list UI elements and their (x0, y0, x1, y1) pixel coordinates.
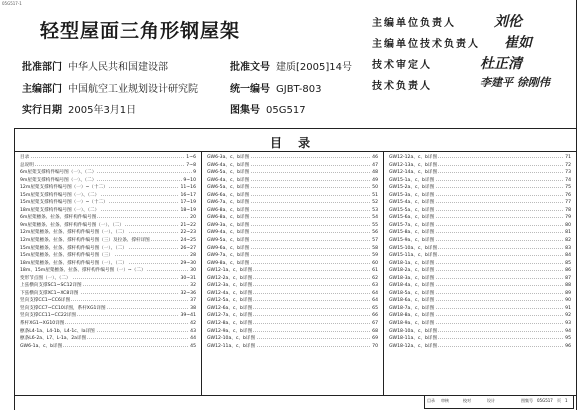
toc-entry (207, 192, 378, 200)
toc-entry (207, 199, 378, 207)
toc-entry-page: 91 (565, 305, 571, 311)
toc-entry (207, 297, 378, 305)
toc-entry-page: 21~22 (180, 222, 196, 228)
toc-entry-page: 37 (190, 298, 196, 304)
toc-entry-title: 18m屋架支撑构件编号图（一）、（二） (20, 207, 100, 213)
toc-entry-title: GW18-2a、c、b详图 (389, 268, 435, 274)
toc-entry (207, 207, 378, 215)
toc-entry (389, 199, 571, 207)
toc-entry-page: 55 (372, 222, 378, 228)
toc-entry-title: 9m屋架支撑构件编号图（一）、（二） (20, 177, 97, 183)
toc-entry-title: 15m屋架檩条、拉条、撑杆构件编号图（一）、（二） (20, 245, 127, 251)
toc-entry-title: 15m屋架檩条、拉条、撑杆构件编号图（三） (20, 253, 114, 259)
toc-entry (20, 154, 196, 162)
toc-entry (207, 328, 378, 336)
toc-entry-title: 12m屋架檩条、拉条、撑杆构件编号图（一）、（二） (20, 230, 127, 236)
toc-entry (20, 177, 196, 185)
toc-entry-page: 11~16 (180, 185, 196, 191)
toc-entry-page: 16~17 (180, 192, 196, 198)
toc-entry-title: GW18-4a、c、b详图 (389, 283, 435, 289)
column-divider (383, 151, 384, 395)
toc-entry-title: GW6-4a、c、b详图 (207, 162, 250, 168)
toc-entry (207, 245, 378, 253)
title-block-cell: 页 (557, 398, 561, 403)
toc-entry (20, 282, 196, 290)
toc-entry-page: 72 (565, 162, 571, 168)
toc-entry-title: 上弦横向支撑SC1~SC12详图 (20, 283, 82, 289)
date-row (22, 101, 136, 116)
handwritten-signature: 杜正清 (480, 56, 522, 72)
toc-entry-title: GW12-9a、c、b详图 (207, 328, 253, 334)
handwritten-signature: 李建平 徐刚伟 (480, 76, 550, 89)
title-block-cell: 设计 (487, 398, 495, 403)
signature-label: 主编单位技术负责人 (372, 39, 480, 50)
toc-entry-page: 75 (565, 185, 571, 191)
title-block-cell: 审核 (441, 398, 449, 403)
signature-label: 主编单位负责人 (372, 18, 456, 29)
toc-entry-title: 檩条L4-1a、L4-1b、L4-1c、Ia详图 (20, 328, 95, 334)
toc-entry-title: GW9-6a、c、b详图 (207, 245, 250, 251)
toc-entry-title: 竖向支撑CC1~CC6详图 (20, 298, 71, 304)
toc-entry-page: 82 (565, 238, 571, 244)
toc-entry-page: 81 (565, 230, 571, 236)
toc-entry-page: 9~10 (183, 177, 196, 183)
signature-row (372, 35, 572, 56)
toc-entry (207, 275, 378, 283)
title-block-cell: 校对 (463, 398, 471, 403)
toc-entry-page: 77 (565, 200, 571, 206)
leader-dots (20, 157, 196, 158)
toc-entry-page: 51 (372, 192, 378, 198)
toc-entry-page: 74 (565, 177, 571, 183)
toc-entry (389, 297, 571, 305)
toc-entry-title: GW18-5a、c、b详图 (389, 290, 435, 296)
toc-entry-page: 29~30 (180, 260, 196, 266)
toc-entry-title: GW15-3a、c、b详图 (389, 192, 435, 198)
toc-entry-page: 58 (372, 245, 378, 251)
toc-entry-title: GW18-12a、c、b详图 (389, 343, 438, 349)
toc-entry-page: 46 (372, 155, 378, 160)
toc-entry-page: 80 (565, 222, 571, 228)
toc-entry-page: 93 (565, 321, 571, 327)
approver-label: 批准部门 (22, 62, 62, 73)
toc-entry-title: GW12-14a、c、b详图 (389, 170, 438, 176)
toc-entry (389, 245, 571, 253)
atlas-row (230, 101, 306, 116)
unified-value: GJBT-803 (276, 84, 322, 95)
toc-entry (389, 192, 571, 200)
toc-entry-title: GW12-2a、c、b详图 (207, 275, 253, 281)
date-value: 2005年3月1日 (68, 105, 137, 116)
toc-entry-title: 目录 (20, 155, 30, 160)
toc-entry-title: 9m屋架檩条、拉条、撑杆构件编号图（一）、（二） (20, 222, 124, 228)
toc-entry (207, 260, 378, 268)
toc-entry-title: GW18-10a、c、b详图 (389, 328, 438, 334)
divider (14, 128, 576, 129)
toc-entry-title: GW18-11a、c、b详图 (389, 336, 438, 342)
title-block (424, 395, 574, 409)
toc-entry-page: 94 (565, 328, 571, 334)
toc-entry (389, 275, 571, 283)
toc-entry-title: GW12-13a、c、b详图 (389, 162, 438, 168)
toc-entry-page: 83 (565, 245, 571, 251)
toc-entry (389, 229, 571, 237)
toc-entry-page: 71 (565, 155, 571, 160)
toc-entry-title: GW6-4a、c、b详图 (207, 177, 250, 183)
title-block-cell: 图集号 (521, 398, 533, 403)
toc-entry-title: GW12-8a、c、b详图 (207, 321, 253, 327)
toc-entry-page: 52 (372, 200, 378, 206)
toc-entry-page: 50 (372, 185, 378, 191)
toc-entry-title: GW9-5a、c、b详图 (207, 238, 250, 244)
toc-entry-title: 檩条L6-2a、L7、L-1a、2a详图 (20, 336, 87, 342)
toc-entry-title: 变形节点图（一）、（二） (20, 275, 71, 281)
toc-entry (207, 282, 378, 290)
toc-entry-title: GW6-8a、c、b详图 (207, 215, 250, 221)
handwritten-signature: 崔如 (504, 35, 532, 51)
toc-entry (389, 154, 571, 162)
doc-no-row (230, 58, 352, 73)
toc-entry (207, 252, 378, 260)
toc-entry-page: 79 (565, 215, 571, 221)
approver-row (22, 58, 168, 73)
toc-entry (389, 305, 571, 313)
toc-entry-title: GW18-3a、c、b详图 (389, 275, 435, 281)
unified-label: 统一编号 (230, 84, 270, 95)
toc-entry-page: 1~6 (186, 155, 196, 160)
toc-entry (20, 290, 196, 298)
column-divider (201, 151, 202, 395)
toc-entry-title: GW12-1a、c、b详图 (207, 268, 253, 274)
toc-entry-page: 56 (372, 230, 378, 236)
toc-entry-page: 57 (372, 238, 378, 244)
toc-entry-page: 42 (190, 321, 196, 327)
toc-entry-page: 69 (372, 336, 378, 342)
signature-row (372, 77, 572, 98)
signature-label: 技术审定人 (372, 60, 432, 71)
toc-entry-page: 63 (372, 283, 378, 289)
toc-entry-page: 65 (372, 305, 378, 311)
toc-entry-page: 49 (372, 177, 378, 183)
signature-row (372, 14, 572, 35)
toc-entry (389, 162, 571, 170)
toc-entry (389, 169, 571, 177)
toc-entry-title: GW15-5a、c、b详图 (389, 207, 435, 213)
toc-entry-title: GW18-7a、c、b详图 (389, 305, 435, 311)
toc-entry-title: GW15-1a、c、b详图 (389, 177, 435, 183)
toc-entry (20, 199, 196, 207)
toc-entry (207, 320, 378, 328)
toc-entry-title: 下弦横向支撑XC1~XC8详图 (20, 290, 79, 296)
toc-entry-page: 87 (565, 275, 571, 281)
toc-entry-title: GW12-12a、c、b详图 (389, 155, 438, 160)
toc-column-1 (20, 154, 196, 350)
toc-entry (207, 184, 378, 192)
toc-entry-page: 26~27 (180, 245, 196, 251)
toc-entry-page: 32~36 (180, 290, 196, 296)
toc-entry (207, 312, 378, 320)
toc-entry (20, 214, 196, 222)
toc-entry (207, 162, 378, 170)
toc-entry-page: 44 (190, 336, 196, 342)
toc-entry (389, 290, 571, 298)
toc-entry-title: GW9-4a、c、b详图 (207, 230, 250, 236)
toc-entry (389, 260, 571, 268)
toc-entry-page: 89 (565, 290, 571, 296)
divider (14, 151, 576, 152)
toc-entry-page: 38 (190, 305, 196, 311)
toc-entry-page: 64 (372, 298, 378, 304)
toc-entry-page: 24~25 (180, 238, 196, 244)
unified-row (230, 80, 321, 95)
toc-entry (20, 335, 196, 343)
toc-entry-page: 85 (565, 260, 571, 266)
handwritten-signature: 刘伦 (494, 14, 522, 30)
toc-entry-page: 76 (565, 192, 571, 198)
toc-entry (207, 229, 378, 237)
toc-entry-page: 18~19 (180, 207, 196, 213)
toc-entry (389, 252, 571, 260)
editor-label: 主编部门 (22, 84, 62, 95)
toc-entry-page: 88 (565, 283, 571, 289)
toc-entry (20, 169, 196, 177)
toc-entry (207, 290, 378, 298)
toc-entry-page: 95 (565, 336, 571, 342)
toc-entry-title: GW6-5a、c、b详图 (207, 170, 250, 176)
toc-entry-title: GW12-6a、c、b详图 (207, 305, 253, 311)
toc-entry-title: GW6-6a、c、b详图 (207, 192, 250, 198)
toc-entry-title: GW9-8a、c、b详图 (207, 260, 250, 266)
date-label: 实行日期 (22, 105, 62, 116)
doc-no-value: 建质[2005]14号 (276, 62, 352, 73)
toc-entry (207, 237, 378, 245)
toc-entry-page: 61 (372, 268, 378, 274)
toc-entry-title: GW15-8a、c、b详图 (389, 230, 435, 236)
toc-entry (389, 335, 571, 343)
toc-entry (207, 222, 378, 230)
leader-dots (20, 165, 196, 166)
toc-entry-title: 系杆XG1~XG10详图 (20, 321, 65, 327)
toc-entry-title: 18m、15m屋架檩条、拉条、撑杆构件编号图（一）~（二） (20, 268, 146, 274)
toc-column-2 (207, 154, 378, 350)
toc-entry-title: 竖向支撑CC7~CC10详图，系杆XG1详图 (20, 305, 106, 311)
toc-entry-title: GW12-7a、c、b详图 (207, 313, 253, 319)
toc-entry-page: 84 (565, 253, 571, 259)
toc-entry-page: 64 (372, 290, 378, 296)
toc-entry (20, 267, 196, 275)
toc-entry-title: GW12-4a、c、b详图 (207, 290, 253, 296)
toc-entry-title: GW15-9a、c、b详图 (389, 238, 435, 244)
toc-entry (20, 328, 196, 336)
toc-entry-title: GW6-1a、c、b详图 (20, 343, 63, 349)
frame-left (14, 128, 15, 410)
toc-entry-page: 7~8 (186, 162, 196, 168)
toc-entry-title: 6m屋架支撑构件编号图（一）、（二） (20, 170, 97, 176)
toc-entry-title: GW9-7a、c、b详图 (207, 253, 250, 259)
toc-entry-title: GW15-6a、c、b详图 (389, 215, 435, 221)
toc-entry (20, 184, 196, 192)
toc-entry-page: 53 (372, 207, 378, 213)
toc-entry-page: 86 (565, 268, 571, 274)
toc-entry-title: GW12-10a、c、b详图 (207, 336, 256, 342)
toc-entry-page: 73 (565, 170, 571, 176)
toc-entry (20, 229, 196, 237)
toc-entry-title: GW18-1a、c、b详图 (389, 260, 435, 266)
toc-entry (20, 343, 196, 351)
toc-entry-title: GW18-8a、c、b详图 (389, 313, 435, 319)
toc-entry-page: 68 (372, 328, 378, 334)
toc-entry-title: 12m屋架支撑构件编号图（一）~（十二） (20, 185, 108, 191)
atlas-value: 05G517 (266, 105, 306, 116)
toc-entry (20, 222, 196, 230)
frame-right (576, 0, 577, 410)
toc-entry (389, 328, 571, 336)
toc-entry-page: 43 (190, 328, 196, 334)
toc-entry (20, 162, 196, 170)
toc-entry-title: GW6-5a、c、b详图 (207, 185, 250, 191)
toc-entry-page: 32 (190, 283, 196, 289)
toc-entry-title: GW15-10a、c、b详图 (389, 245, 438, 251)
toc-entry (20, 320, 196, 328)
toc-entry-page: 17~19 (180, 200, 196, 206)
toc-entry-page: 45 (190, 343, 196, 349)
title-block-cell: 目录 (427, 398, 435, 403)
toc-entry-page: 39~41 (180, 313, 196, 319)
toc-entry-page: 9 (193, 170, 196, 176)
toc-entry (389, 237, 571, 245)
toc-entry-title: 总说明 (20, 162, 34, 168)
toc-entry-page: 62 (372, 275, 378, 281)
toc-entry (207, 335, 378, 343)
editor-value: 中国航空工业规划设计研究院 (68, 84, 198, 95)
atlas-label: 图集号 (230, 105, 260, 116)
toc-entry (389, 177, 571, 185)
toc-entry-title: GW6-3a、c、b详图 (207, 155, 250, 160)
toc-entry (20, 192, 196, 200)
atlas-title: 轻型屋面三角形钢屋架 (40, 20, 241, 42)
toc-entry-title: GW6-8a、c、b详图 (207, 207, 250, 213)
signature-block (372, 14, 572, 98)
toc-entry-title: 15m屋架支撑构件编号图（一）~（十二） (20, 200, 108, 206)
toc-entry (389, 343, 571, 351)
toc-entry (207, 169, 378, 177)
sheet-code: 05G517-1 (2, 1, 22, 6)
toc-entry-title: GW12-11a、c、b详图 (207, 343, 256, 349)
toc-entry (207, 214, 378, 222)
toc-entry (389, 267, 571, 275)
toc-entry (389, 207, 571, 215)
toc-entry (389, 312, 571, 320)
toc-entry (389, 320, 571, 328)
toc-entry (20, 275, 196, 283)
toc-entry (389, 222, 571, 230)
toc-entry-page: 60 (372, 260, 378, 266)
toc-entry-title: 竖向支撑CC11~CC22详图 (20, 313, 76, 319)
toc-entry (20, 260, 196, 268)
toc-entry-title: GW6-7a、c、b详图 (207, 200, 250, 206)
toc-entry (207, 343, 378, 351)
toc-entry-page: 20 (190, 215, 196, 221)
toc-entry-page: 47 (372, 162, 378, 168)
toc-entry-page: 92 (565, 313, 571, 319)
toc-entry-title: 18m屋架檩条、拉条、撑杆构件编号图（一）、（二） (20, 260, 127, 266)
toc-entry (20, 207, 196, 215)
toc-entry-page: 78 (565, 207, 571, 213)
toc-entry-page: 28 (190, 253, 196, 259)
title-block-cell: 05G517 (537, 398, 553, 403)
toc-entry-title: GW12-3a、c、b详图 (207, 283, 253, 289)
approver-value: 中华人民共和国建设部 (68, 62, 168, 73)
title-block-cell: 1 (565, 398, 568, 403)
toc-entry-page: 67 (372, 321, 378, 327)
toc-entry (20, 245, 196, 253)
toc-entry (20, 252, 196, 260)
signature-label: 技术负责人 (372, 81, 432, 92)
toc-entry (207, 305, 378, 313)
toc-entry-page: 59 (372, 253, 378, 259)
toc-entry-title: 15m屋架支撑构件编号图（一）、（二） (20, 192, 100, 198)
toc-entry-title: GW15-4a、c、b详图 (389, 200, 435, 206)
toc-entry-page: 30~31 (180, 275, 196, 281)
toc-entry-title: 12m屋架檩条、拉条、撑杆构件编号图（三）及拉条、撑杆详图 (20, 238, 150, 244)
toc-title: 目 录 (270, 136, 317, 150)
toc-entry (20, 297, 196, 305)
toc-entry-title: GW15-7a、c、b详图 (389, 222, 435, 228)
toc-entry (207, 177, 378, 185)
toc-entry (20, 312, 196, 320)
toc-entry-page: 90 (565, 298, 571, 304)
toc-entry-page: 66 (372, 313, 378, 319)
toc-entry-title: GW15-11a、c、b详图 (389, 253, 438, 259)
toc-entry-page: 54 (372, 215, 378, 221)
toc-entry (207, 154, 378, 162)
toc-entry-page: 22~23 (180, 230, 196, 236)
toc-entry-title: 6m屋架檩条、拉条、撑杆构件编号图 (20, 215, 97, 221)
toc-entry-page: 96 (565, 343, 571, 349)
toc-entry (389, 282, 571, 290)
toc-entry (389, 214, 571, 222)
toc-entry-title: GW9-3a、c、b详图 (207, 222, 250, 228)
doc-no-label: 批准文号 (230, 62, 270, 73)
editor-row (22, 80, 198, 95)
toc-entry-title: GW12-5a、c、b详图 (207, 298, 253, 304)
toc-column-3 (389, 154, 571, 350)
toc-entry-page: 30 (190, 268, 196, 274)
toc-entry (20, 305, 196, 313)
toc-entry-title: GW15-2a、c、b详图 (389, 185, 435, 191)
toc-entry-page: 70 (372, 343, 378, 349)
toc-entry (389, 184, 571, 192)
toc-entry (20, 237, 196, 245)
toc-entry-page: 48 (372, 170, 378, 176)
toc-entry-title: GW18-9a、c、b详图 (389, 321, 435, 327)
toc-entry-title: GW18-6a、c、b详图 (389, 298, 435, 304)
toc-entry (207, 267, 378, 275)
